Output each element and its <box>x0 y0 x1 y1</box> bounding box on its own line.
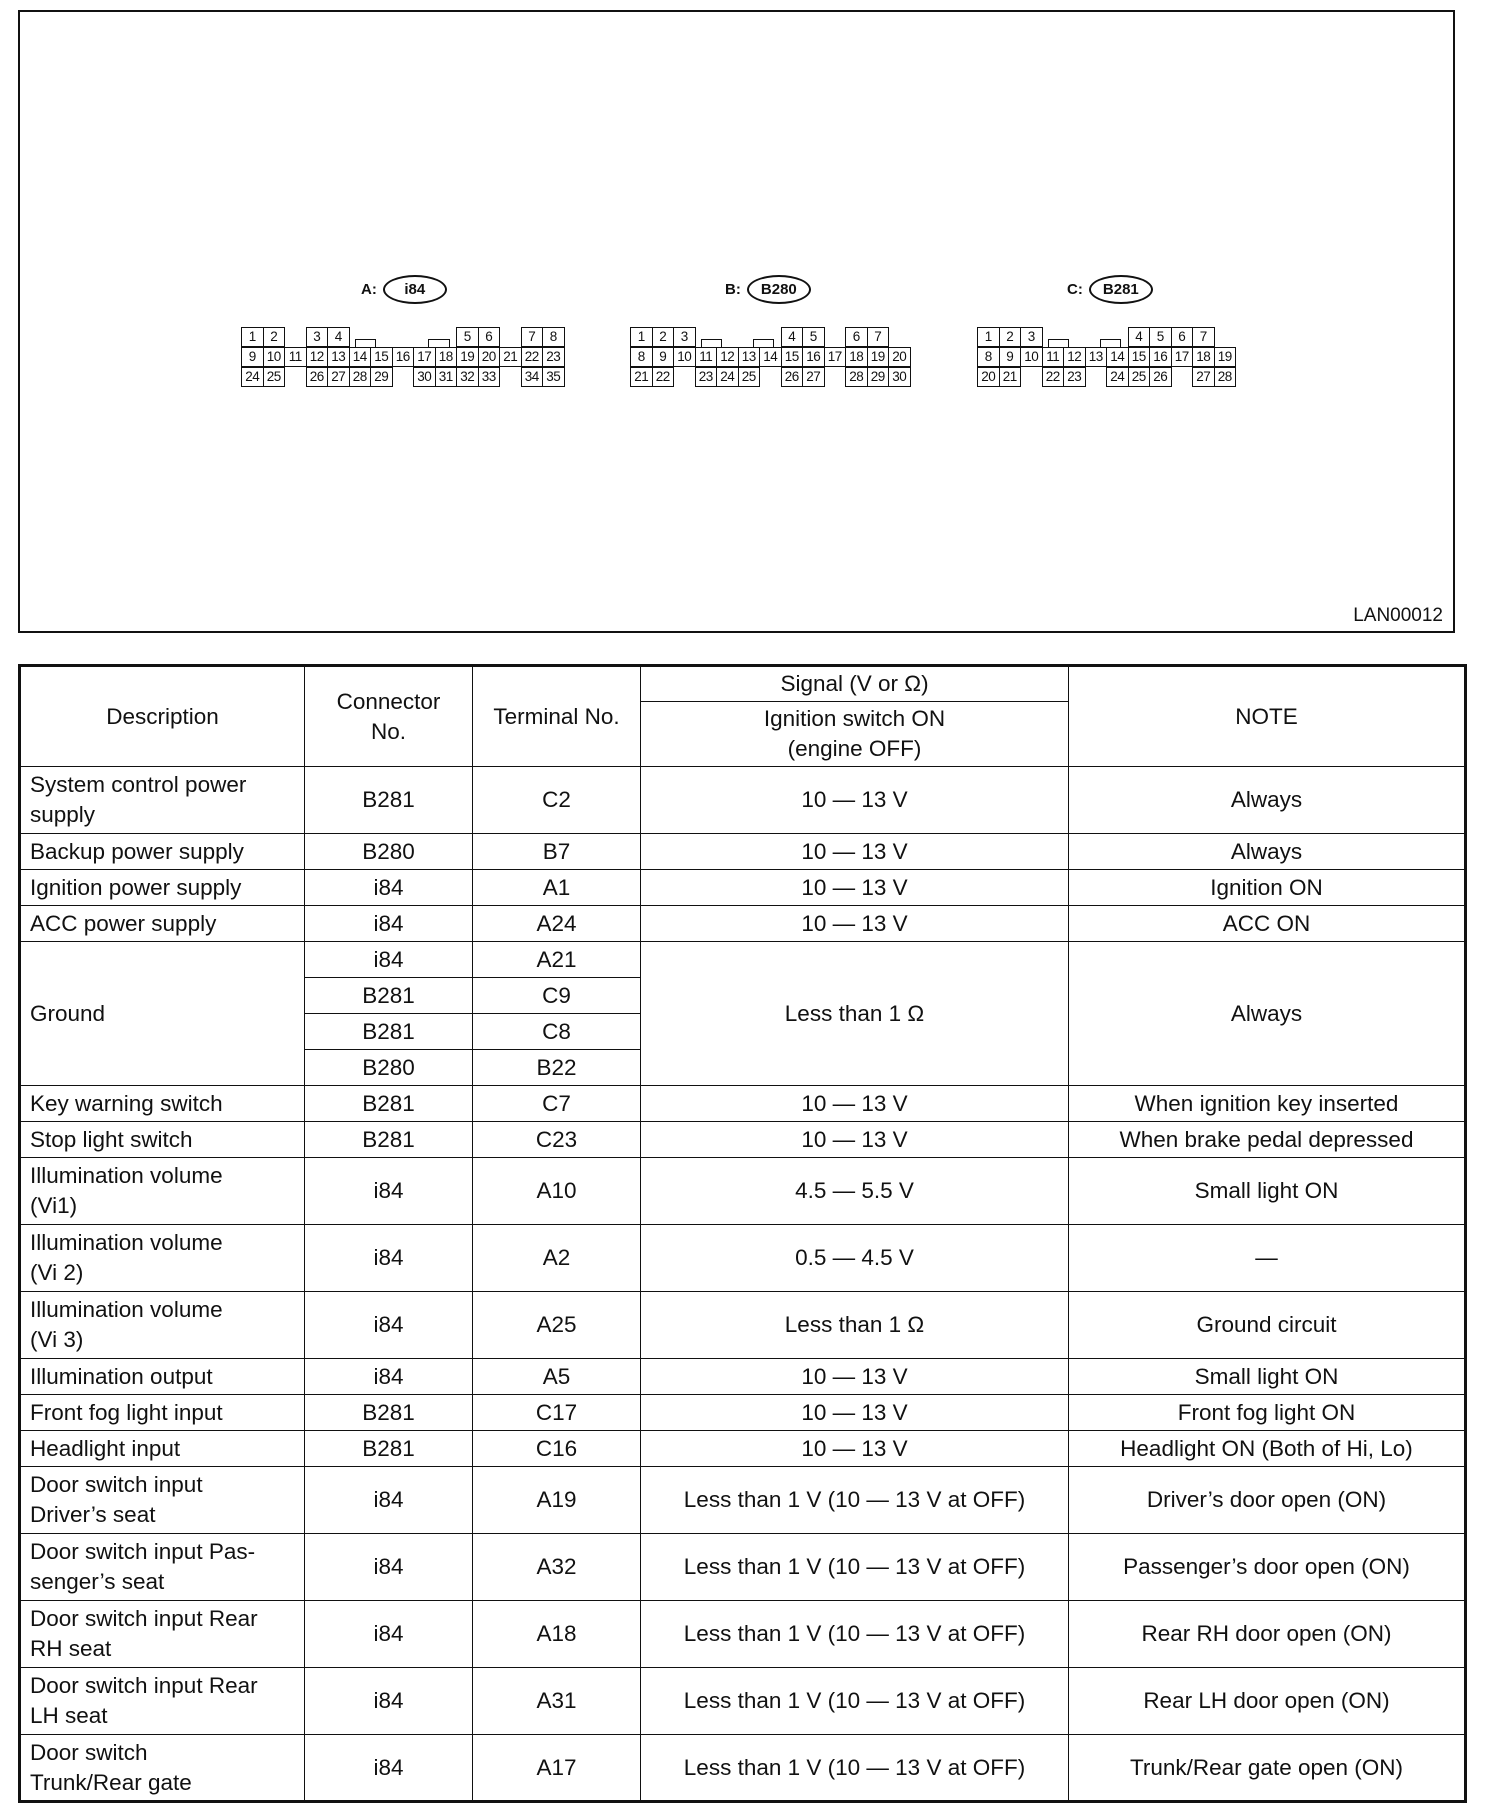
cell-note: Small light ON <box>1069 1359 1466 1395</box>
connector-pin: 17 <box>824 347 847 367</box>
cell-terminal: A32 <box>473 1534 641 1601</box>
connector-pin: 12 <box>716 347 739 367</box>
connector-pin: 22 <box>652 367 675 387</box>
cell-terminal: A17 <box>473 1735 641 1802</box>
figure-code: LAN00012 <box>1353 605 1443 626</box>
cell-connector: B280 <box>305 834 473 870</box>
connector-pin: 15 <box>1128 347 1151 367</box>
connector-pin: 31 <box>435 367 458 387</box>
connector-pin: 30 <box>888 367 911 387</box>
connector-pin: 9 <box>652 347 675 367</box>
table-row <box>20 1359 1466 1395</box>
cell-description: Ignition power supply <box>20 870 305 906</box>
cell-signal: 10 — 13 V <box>641 906 1069 942</box>
cell-description: Front fog light input <box>20 1395 305 1431</box>
connector-diagram-frame <box>18 10 1455 633</box>
connector-pin: 5 <box>802 327 825 347</box>
header-connector <box>305 666 473 767</box>
connector-pin: 16 <box>392 347 415 367</box>
connector-pin: 11 <box>1042 347 1065 367</box>
connector-pin: 20 <box>977 367 1000 387</box>
table-row <box>20 1086 1466 1122</box>
connector-pin: 4 <box>781 327 804 347</box>
cell-note: Always <box>1069 834 1466 870</box>
cell-note: Ground circuit <box>1069 1292 1466 1359</box>
table-header-row <box>20 666 1466 702</box>
cell-signal: 10 — 13 V <box>641 1086 1069 1122</box>
cell-signal: Less than 1 Ω <box>641 1292 1069 1359</box>
cell-signal: Less than 1 V (10 — 13 V at OFF) <box>641 1735 1069 1802</box>
cell-connector: i84 <box>305 870 473 906</box>
cell-terminal: B7 <box>473 834 641 870</box>
cell-signal: 10 — 13 V <box>641 834 1069 870</box>
connector-pin: 10 <box>673 347 696 367</box>
cell-signal: 10 — 13 V <box>641 1359 1069 1395</box>
connector-pin: 33 <box>478 367 501 387</box>
table-row <box>20 834 1466 870</box>
cell-note: When brake pedal depressed <box>1069 1122 1466 1158</box>
connector-pin: 7 <box>867 327 890 347</box>
cell-connector: i84 <box>305 942 473 978</box>
cell-connector: B281 <box>305 1431 473 1467</box>
cell-description: Key warning switch <box>20 1086 305 1122</box>
cell-signal: Less than 1 Ω <box>641 942 1069 1086</box>
cell-note: Always <box>1069 767 1466 834</box>
connector-pin: 30 <box>413 367 436 387</box>
connector-pin: 14 <box>349 347 372 367</box>
connector-pin: 4 <box>1128 327 1151 347</box>
cell-description: Door switch input Rear LH seat <box>20 1668 305 1735</box>
connector-pin: 17 <box>1171 347 1194 367</box>
connector-pin: 24 <box>716 367 739 387</box>
cell-terminal: A18 <box>473 1601 641 1668</box>
header-terminal: Terminal No. <box>473 666 641 767</box>
cell-description: Door switch input Pas- senger’s seat <box>20 1534 305 1601</box>
cell-note: When ignition key inserted <box>1069 1086 1466 1122</box>
cell-terminal: A5 <box>473 1359 641 1395</box>
table-row <box>20 1601 1466 1668</box>
cell-terminal: A24 <box>473 906 641 942</box>
cell-description: ACC power supply <box>20 906 305 942</box>
cell-terminal: A31 <box>473 1668 641 1735</box>
cell-description: Backup power supply <box>20 834 305 870</box>
connector-pin: 23 <box>695 367 718 387</box>
cell-terminal: A2 <box>473 1225 641 1292</box>
connector-key-tab <box>1048 339 1070 347</box>
connector-pin: 32 <box>456 367 479 387</box>
cell-signal: 10 — 13 V <box>641 1431 1069 1467</box>
cell-signal: 4.5 — 5.5 V <box>641 1158 1069 1225</box>
connector-pin: 8 <box>542 327 565 347</box>
connector-pin: 29 <box>867 367 890 387</box>
table-row <box>20 767 1466 834</box>
cell-connector: i84 <box>305 1668 473 1735</box>
cell-description: System control power supply <box>20 767 305 834</box>
cell-description: Illumination volume (Vi 3) <box>20 1292 305 1359</box>
header-signal-condition <box>641 702 1069 767</box>
cell-terminal: C7 <box>473 1086 641 1122</box>
connector-pin: 25 <box>738 367 761 387</box>
cell-terminal: A10 <box>473 1158 641 1225</box>
table-row <box>20 906 1466 942</box>
connector-prefix: A: <box>361 281 377 298</box>
table-row <box>20 1534 1466 1601</box>
cell-signal: 0.5 — 4.5 V <box>641 1225 1069 1292</box>
connector-pin: 19 <box>456 347 479 367</box>
cell-terminal: C23 <box>473 1122 641 1158</box>
cell-note: Rear LH door open (ON) <box>1069 1668 1466 1735</box>
cell-note: Small light ON <box>1069 1158 1466 1225</box>
connector-pin: 13 <box>327 347 350 367</box>
connector-pin: 12 <box>306 347 329 367</box>
connector-pin: 24 <box>241 367 264 387</box>
connector-pin: 8 <box>630 347 653 367</box>
connector-pin: 10 <box>263 347 286 367</box>
connector-pin: 9 <box>241 347 264 367</box>
connector-pin: 15 <box>370 347 393 367</box>
connector-key-tab <box>753 339 775 347</box>
connector-pin: 20 <box>888 347 911 367</box>
cell-note: Rear RH door open (ON) <box>1069 1601 1466 1668</box>
connector-pin: 9 <box>999 347 1022 367</box>
connector-pin: 3 <box>673 327 696 347</box>
table-row <box>20 1467 1466 1534</box>
connector-pin: 26 <box>1149 367 1172 387</box>
connector-pin: 25 <box>1128 367 1151 387</box>
table-row <box>20 1225 1466 1292</box>
connector-pin: 11 <box>284 347 307 367</box>
connector-pin: 19 <box>867 347 890 367</box>
cell-connector: i84 <box>305 1467 473 1534</box>
signal-table <box>18 664 1467 1803</box>
connector-pin: 6 <box>478 327 501 347</box>
connector-pin: 27 <box>802 367 825 387</box>
connector-b-b280 <box>630 269 930 389</box>
cell-terminal: C9 <box>473 978 641 1014</box>
connector-pin: 15 <box>781 347 804 367</box>
cell-terminal: A21 <box>473 942 641 978</box>
connector-key-tab <box>701 339 723 347</box>
connector-key-tab <box>428 339 450 347</box>
connector-pin: 23 <box>1063 367 1086 387</box>
cell-signal: 10 — 13 V <box>641 870 1069 906</box>
connector-pin: 20 <box>478 347 501 367</box>
cell-note: Driver’s door open (ON) <box>1069 1467 1466 1534</box>
table-row <box>20 942 1466 978</box>
connector-prefix: C: <box>1067 281 1083 298</box>
cell-description: Illumination output <box>20 1359 305 1395</box>
header-signal-condition-text: Ignition switch ON (engine OFF) <box>763 706 946 761</box>
connector-pin: 16 <box>1149 347 1172 367</box>
cell-description: Illumination volume (Vi1) <box>20 1158 305 1225</box>
table-row <box>20 1431 1466 1467</box>
cell-note: Ignition ON <box>1069 870 1466 906</box>
cell-signal: 10 — 13 V <box>641 1122 1069 1158</box>
cell-terminal: C17 <box>473 1395 641 1431</box>
cell-signal: 10 — 13 V <box>641 767 1069 834</box>
connector-pin: 21 <box>999 367 1022 387</box>
connector-code-oval: i84 <box>383 275 447 304</box>
cell-note: Front fog light ON <box>1069 1395 1466 1431</box>
connector-pin: 28 <box>1214 367 1237 387</box>
cell-connector: B281 <box>305 1122 473 1158</box>
header-description: Description <box>20 666 305 767</box>
connector-pin: 1 <box>241 327 264 347</box>
connector-pin: 26 <box>781 367 804 387</box>
connector-pin: 23 <box>542 347 565 367</box>
connector-pin: 35 <box>542 367 565 387</box>
connector-pin: 12 <box>1063 347 1086 367</box>
connector-a-i84 <box>241 269 581 389</box>
cell-connector: B280 <box>305 1050 473 1086</box>
cell-signal: Less than 1 V (10 — 13 V at OFF) <box>641 1601 1069 1668</box>
connector-key-tab <box>1100 339 1122 347</box>
connector-pin: 3 <box>1020 327 1043 347</box>
table-row <box>20 1122 1466 1158</box>
connector-code-oval: B281 <box>1089 275 1153 304</box>
connector-key-tab <box>355 339 377 347</box>
connector-prefix: B: <box>725 281 741 298</box>
connector-pin: 28 <box>845 367 868 387</box>
connector-pin: 8 <box>977 347 1000 367</box>
cell-connector: i84 <box>305 1534 473 1601</box>
cell-description: Stop light switch <box>20 1122 305 1158</box>
connector-pin: 26 <box>306 367 329 387</box>
connector-pin: 17 <box>413 347 436 367</box>
connector-pin: 14 <box>759 347 782 367</box>
connector-pin: 2 <box>652 327 675 347</box>
cell-connector: B281 <box>305 978 473 1014</box>
table-row <box>20 1292 1466 1359</box>
cell-terminal: C2 <box>473 767 641 834</box>
cell-connector: B281 <box>305 1395 473 1431</box>
connector-pin: 5 <box>1149 327 1172 347</box>
cell-terminal: B22 <box>473 1050 641 1086</box>
cell-connector: B281 <box>305 1086 473 1122</box>
connector-pin: 1 <box>977 327 1000 347</box>
cell-connector: i84 <box>305 1359 473 1395</box>
cell-description: Door switch input Driver’s seat <box>20 1467 305 1534</box>
cell-signal: Less than 1 V (10 — 13 V at OFF) <box>641 1668 1069 1735</box>
connector-pin: 21 <box>499 347 522 367</box>
connector-code-oval: B280 <box>747 275 811 304</box>
cell-terminal: A25 <box>473 1292 641 1359</box>
cell-connector: i84 <box>305 1292 473 1359</box>
cell-note: Headlight ON (Both of Hi, Lo) <box>1069 1431 1466 1467</box>
connector-pin: 24 <box>1106 367 1129 387</box>
connector-pin: 6 <box>845 327 868 347</box>
connector-pin: 22 <box>1042 367 1065 387</box>
cell-connector: i84 <box>305 1225 473 1292</box>
connector-pin: 18 <box>1192 347 1215 367</box>
table-row <box>20 1158 1466 1225</box>
connector-pin: 27 <box>1192 367 1215 387</box>
cell-connector: B281 <box>305 1014 473 1050</box>
cell-note: — <box>1069 1225 1466 1292</box>
table-row <box>20 1395 1466 1431</box>
cell-description: Door switch Trunk/Rear gate <box>20 1735 305 1802</box>
connector-pin: 16 <box>802 347 825 367</box>
table-body <box>20 767 1466 1802</box>
connector-pin: 11 <box>695 347 718 367</box>
connector-pin: 14 <box>1106 347 1129 367</box>
cell-description: Headlight input <box>20 1431 305 1467</box>
cell-connector: i84 <box>305 1158 473 1225</box>
table-row <box>20 1668 1466 1735</box>
connector-c-b281 <box>977 269 1257 389</box>
header-note: NOTE <box>1069 666 1466 767</box>
cell-connector: i84 <box>305 906 473 942</box>
connector-pin: 4 <box>327 327 350 347</box>
connector-pin: 18 <box>435 347 458 367</box>
cell-connector: i84 <box>305 1735 473 1802</box>
connector-pin: 13 <box>738 347 761 367</box>
cell-connector: B281 <box>305 767 473 834</box>
cell-note: Passenger’s door open (ON) <box>1069 1534 1466 1601</box>
cell-description: Illumination volume (Vi 2) <box>20 1225 305 1292</box>
connector-pin: 18 <box>845 347 868 367</box>
cell-terminal: C8 <box>473 1014 641 1050</box>
connector-pin: 7 <box>521 327 544 347</box>
connector-pin: 29 <box>370 367 393 387</box>
connector-pin: 3 <box>306 327 329 347</box>
connector-pin: 7 <box>1192 327 1215 347</box>
connector-pin: 27 <box>327 367 350 387</box>
connector-pin: 2 <box>999 327 1022 347</box>
cell-description: Door switch input Rear RH seat <box>20 1601 305 1668</box>
cell-signal: Less than 1 V (10 — 13 V at OFF) <box>641 1467 1069 1534</box>
cell-signal: 10 — 13 V <box>641 1395 1069 1431</box>
cell-terminal: C16 <box>473 1431 641 1467</box>
cell-connector: i84 <box>305 1601 473 1668</box>
cell-signal: Less than 1 V (10 — 13 V at OFF) <box>641 1534 1069 1601</box>
connector-pin: 5 <box>456 327 479 347</box>
connector-pin: 34 <box>521 367 544 387</box>
connector-pin: 28 <box>349 367 372 387</box>
connector-pin: 22 <box>521 347 544 367</box>
cell-terminal: A19 <box>473 1467 641 1534</box>
cell-note: Always <box>1069 942 1466 1086</box>
table-row <box>20 870 1466 906</box>
connector-pin: 6 <box>1171 327 1194 347</box>
header-signal: Signal (V or Ω) <box>641 666 1069 702</box>
cell-note: ACC ON <box>1069 906 1466 942</box>
connector-pin: 1 <box>630 327 653 347</box>
cell-terminal: A1 <box>473 870 641 906</box>
connector-pin: 2 <box>263 327 286 347</box>
connector-pin: 25 <box>263 367 286 387</box>
connector-pin: 21 <box>630 367 653 387</box>
connector-pin: 10 <box>1020 347 1043 367</box>
cell-note: Trunk/Rear gate open (ON) <box>1069 1735 1466 1802</box>
connector-pin: 13 <box>1085 347 1108 367</box>
table-row <box>20 1735 1466 1802</box>
connector-pin: 19 <box>1214 347 1237 367</box>
header-connector-text: Connector No. <box>336 688 441 744</box>
cell-description: Ground <box>20 942 305 1086</box>
